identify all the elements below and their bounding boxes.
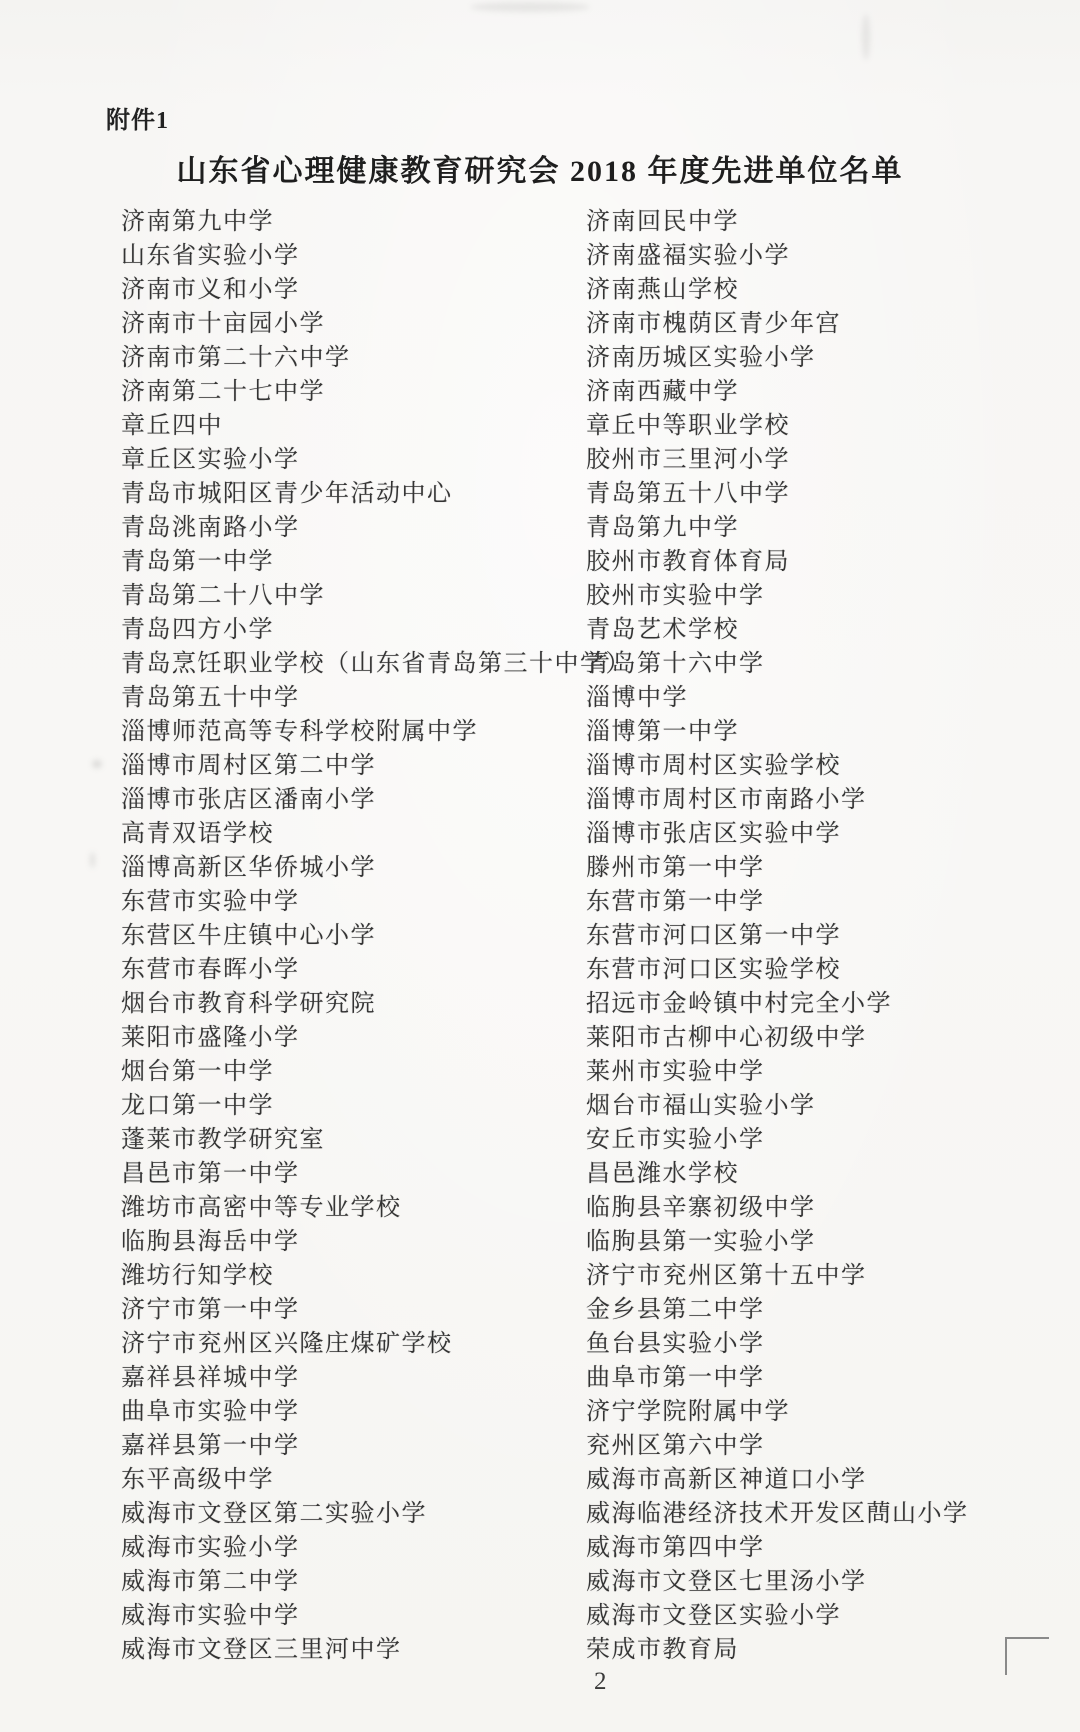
list-item: 威海市实验小学 bbox=[121, 1535, 300, 1561]
list-item: 威海市文登区实验小学 bbox=[586, 1603, 841, 1629]
scan-artifact bbox=[862, 14, 870, 60]
list-item: 昌邑市第一中学 bbox=[121, 1161, 300, 1187]
list-item: 烟台市福山实验小学 bbox=[586, 1093, 816, 1119]
list-item: 莱阳市古柳中心初级中学 bbox=[586, 1025, 867, 1051]
list-item: 章丘区实验小学 bbox=[121, 447, 300, 473]
list-item: 兖州区第六中学 bbox=[586, 1433, 765, 1459]
list-item: 济宁市第一中学 bbox=[121, 1297, 300, 1323]
list-item: 济南第二十七中学 bbox=[121, 379, 325, 405]
list-item: 东营市第一中学 bbox=[586, 889, 765, 915]
list-item: 嘉祥县第一中学 bbox=[121, 1433, 300, 1459]
list-item: 济南燕山学校 bbox=[586, 277, 739, 303]
list-item: 威海临港经济技术开发区蔄山小学 bbox=[586, 1501, 969, 1527]
list-item: 威海市高新区神道口小学 bbox=[586, 1467, 867, 1493]
list-item: 胶州市教育体育局 bbox=[586, 549, 790, 575]
list-item: 济南市槐荫区青少年宫 bbox=[586, 311, 841, 337]
list-item: 胶州市实验中学 bbox=[586, 583, 765, 609]
list-item: 济南回民中学 bbox=[586, 209, 739, 235]
list-item: 济南盛福实验小学 bbox=[586, 243, 790, 269]
list-item: 青岛烹饪职业学校（山东省青岛第三十中学） bbox=[121, 651, 631, 677]
list-item: 济南历城区实验小学 bbox=[586, 345, 816, 371]
list-item: 嘉祥县祥城中学 bbox=[121, 1365, 300, 1391]
list-item: 鱼台县实验小学 bbox=[586, 1331, 765, 1357]
page-number: 2 bbox=[594, 1668, 607, 1695]
list-item: 青岛第九中学 bbox=[586, 515, 739, 541]
list-item: 滕州市第一中学 bbox=[586, 855, 765, 881]
list-item: 淄博高新区华侨城小学 bbox=[121, 855, 376, 881]
list-item: 曲阜市第一中学 bbox=[586, 1365, 765, 1391]
list-item: 淄博市周村区实验学校 bbox=[586, 753, 841, 779]
list-item: 潍坊行知学校 bbox=[121, 1263, 274, 1289]
list-item: 济宁市兖州区第十五中学 bbox=[586, 1263, 867, 1289]
list-item: 威海市实验中学 bbox=[121, 1603, 300, 1629]
list-item: 东营市春晖小学 bbox=[121, 957, 300, 983]
list-item: 济南市十亩园小学 bbox=[121, 311, 325, 337]
list-item: 济宁市兖州区兴隆庄煤矿学校 bbox=[121, 1331, 453, 1357]
scan-artifact bbox=[92, 760, 102, 768]
list-item: 荣成市教育局 bbox=[586, 1637, 739, 1663]
list-item: 济南第九中学 bbox=[121, 209, 274, 235]
list-item: 高青双语学校 bbox=[121, 821, 274, 847]
list-item: 金乡县第二中学 bbox=[586, 1297, 765, 1323]
list-item: 曲阜市实验中学 bbox=[121, 1399, 300, 1425]
list-item: 威海市文登区第二实验小学 bbox=[121, 1501, 427, 1527]
list-item: 淄博市张店区实验中学 bbox=[586, 821, 841, 847]
scan-artifact bbox=[90, 852, 95, 868]
list-item: 昌邑潍水学校 bbox=[586, 1161, 739, 1187]
list-item: 临朐县辛寨初级中学 bbox=[586, 1195, 816, 1221]
list-item: 济南市第二十六中学 bbox=[121, 345, 351, 371]
list-item: 东平高级中学 bbox=[121, 1467, 274, 1493]
list-item: 莱阳市盛隆小学 bbox=[121, 1025, 300, 1051]
page-title: 山东省心理健康教育研究会 2018 年度先进单位名单 bbox=[176, 155, 904, 188]
list-item: 东营市实验中学 bbox=[121, 889, 300, 915]
list-item: 淄博师范高等专科学校附属中学 bbox=[121, 719, 478, 745]
scan-artifact bbox=[470, 2, 590, 12]
list-item: 山东省实验小学 bbox=[121, 243, 300, 269]
list-item: 青岛第五十八中学 bbox=[586, 481, 790, 507]
list-item: 威海市第二中学 bbox=[121, 1569, 300, 1595]
list-item: 临朐县第一实验小学 bbox=[586, 1229, 816, 1255]
advanced-units-right-column bbox=[586, 205, 1066, 1667]
list-item: 东营市河口区第一中学 bbox=[586, 923, 841, 949]
list-item: 临朐县海岳中学 bbox=[121, 1229, 300, 1255]
list-item: 章丘中等职业学校 bbox=[586, 413, 790, 439]
list-item: 章丘四中 bbox=[121, 413, 223, 439]
list-item: 青岛第二十八中学 bbox=[121, 583, 325, 609]
list-item: 济宁学院附属中学 bbox=[586, 1399, 790, 1425]
list-item: 莱州市实验中学 bbox=[586, 1059, 765, 1085]
list-item: 东营区牛庄镇中心小学 bbox=[121, 923, 376, 949]
list-item: 青岛第五十中学 bbox=[121, 685, 300, 711]
list-item: 龙口第一中学 bbox=[121, 1093, 274, 1119]
list-item: 淄博市周村区市南路小学 bbox=[586, 787, 867, 813]
list-item: 潍坊市高密中等专业学校 bbox=[121, 1195, 402, 1221]
list-item: 东营市河口区实验学校 bbox=[586, 957, 841, 983]
list-item: 威海市文登区三里河中学 bbox=[121, 1637, 402, 1663]
list-item: 安丘市实验小学 bbox=[586, 1127, 765, 1153]
list-item: 济南市义和小学 bbox=[121, 277, 300, 303]
list-item: 威海市第四中学 bbox=[586, 1535, 765, 1561]
list-item: 淄博中学 bbox=[586, 685, 688, 711]
list-item: 淄博市张店区潘南小学 bbox=[121, 787, 376, 813]
advanced-units-left-column bbox=[121, 205, 631, 1667]
list-item: 青岛洮南路小学 bbox=[121, 515, 300, 541]
list-item: 招远市金岭镇中村完全小学 bbox=[586, 991, 892, 1017]
list-item: 蓬莱市教学研究室 bbox=[121, 1127, 325, 1153]
list-item: 淄博第一中学 bbox=[586, 719, 739, 745]
list-item: 青岛第一中学 bbox=[121, 549, 274, 575]
list-item: 青岛四方小学 bbox=[121, 617, 274, 643]
list-item: 烟台第一中学 bbox=[121, 1059, 274, 1085]
list-item: 青岛第十六中学 bbox=[586, 651, 765, 677]
list-item: 淄博市周村区第二中学 bbox=[121, 753, 376, 779]
list-item: 济南西藏中学 bbox=[586, 379, 739, 405]
list-item: 青岛市城阳区青少年活动中心 bbox=[121, 481, 453, 507]
attachment-label: 附件1 bbox=[106, 108, 169, 134]
list-item: 威海市文登区七里汤小学 bbox=[586, 1569, 867, 1595]
scan-corner-mark bbox=[1005, 1637, 1049, 1675]
list-item: 胶州市三里河小学 bbox=[586, 447, 790, 473]
list-item: 青岛艺术学校 bbox=[586, 617, 739, 643]
list-item: 烟台市教育科学研究院 bbox=[121, 991, 376, 1017]
